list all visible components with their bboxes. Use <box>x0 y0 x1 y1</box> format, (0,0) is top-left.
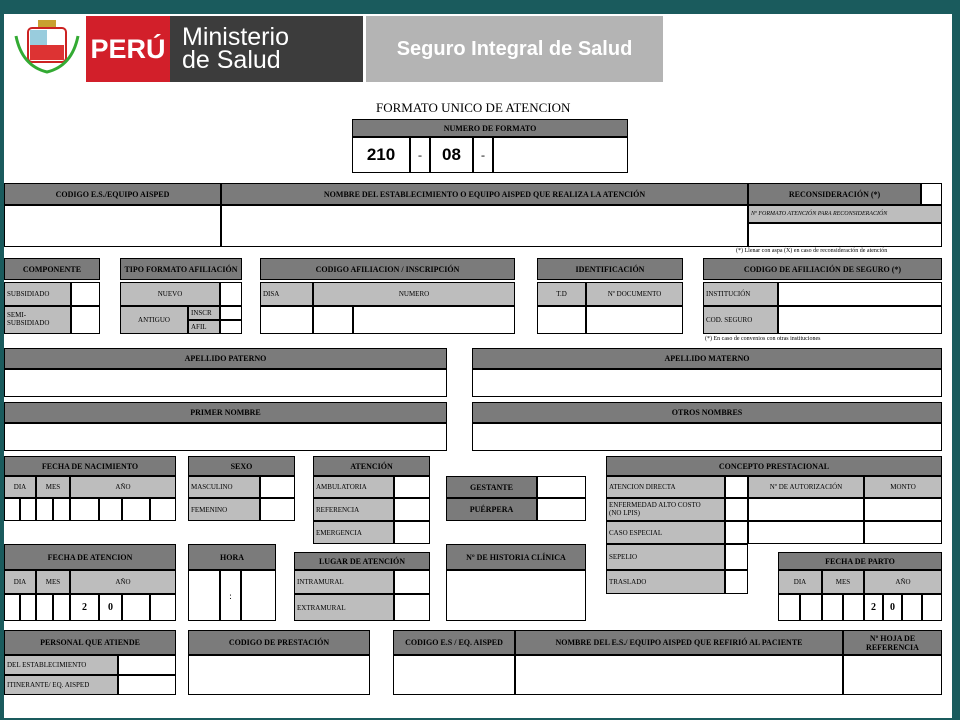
fp-year-digit-1[interactable]: 2 <box>864 594 883 621</box>
afil-checkbox[interactable] <box>220 320 242 334</box>
fa-digit[interactable] <box>53 594 70 621</box>
del-establecimiento-label: DEL ESTABLECIMIENTO <box>4 655 118 675</box>
fa-anio-label: AÑO <box>70 570 176 594</box>
fn-digit[interactable] <box>122 498 150 521</box>
codigo-seguro-header: CODIGO DE AFILIACIÓN DE SEGURO (*) <box>703 258 942 280</box>
fn-digit[interactable] <box>53 498 70 521</box>
sis-logo: Seguro Integral de Salud <box>366 16 663 82</box>
fp-digit[interactable] <box>902 594 922 621</box>
fa-digit[interactable] <box>122 594 150 621</box>
reconsideracion-header: RECONSIDERACIÓN (*) <box>748 183 921 205</box>
apellido-materno-header: APELLIDO MATERNO <box>472 348 942 369</box>
td-field[interactable] <box>537 306 586 334</box>
puerpera-checkbox[interactable] <box>537 498 586 521</box>
n-formato-reconsideracion-field[interactable] <box>748 223 942 247</box>
fa-mes-label: MES <box>36 570 70 594</box>
fn-anio-label: AÑO <box>70 476 176 498</box>
hoja-referencia-header: Nº HOJA DE REFERENCIA <box>843 630 942 655</box>
fn-digit[interactable] <box>150 498 176 521</box>
fp-digit[interactable] <box>922 594 942 621</box>
enfermedad-alto-costo-label <box>606 498 725 521</box>
reconsideracion-checkbox[interactable] <box>921 183 942 205</box>
fa-digit[interactable] <box>36 594 53 621</box>
afil-label: AFIL <box>188 320 220 334</box>
fn-digit[interactable] <box>36 498 53 521</box>
codigo-es-aisped-header: CODIGO E.S / EQ. AISPED <box>393 630 515 655</box>
emergencia-checkbox[interactable] <box>394 521 430 544</box>
fa-digit[interactable] <box>20 594 36 621</box>
inscr-checkbox[interactable] <box>220 306 242 320</box>
hora-separator: : <box>220 570 241 621</box>
coat-of-arms-logo <box>8 16 86 82</box>
hora-header: HORA <box>188 544 276 570</box>
td-label: T.D <box>537 282 586 306</box>
dash-1: - <box>410 137 430 173</box>
codigo-afiliacion-header: CODIGO AFILIACION / INSCRIPCIÓN <box>260 258 515 280</box>
fp-mes-label: MES <box>822 570 864 594</box>
disa-field[interactable] <box>260 306 313 334</box>
puerpera-label: PUÉRPERA <box>446 498 537 521</box>
caso-especial-label: CASO ESPECIAL <box>606 521 725 544</box>
historia-clinica-header: Nº DE HISTORIA CLÍNICA <box>446 544 586 570</box>
numero-field-1[interactable] <box>313 306 353 334</box>
institucion-field[interactable] <box>778 282 942 306</box>
traslado-label: TRASLADO <box>606 570 725 594</box>
otros-nombres-field[interactable] <box>472 423 942 451</box>
numero-formato-header: NUMERO DE FORMATO <box>352 119 628 137</box>
concepto-prestacional-header: CONCEPTO PRESTACIONAL <box>606 456 942 476</box>
atencion-directa-checkbox[interactable] <box>725 476 748 498</box>
n-autorizacion-field[interactable] <box>748 498 864 521</box>
ndocumento-field[interactable] <box>586 306 683 334</box>
fn-digit[interactable] <box>99 498 122 521</box>
fp-digit[interactable] <box>800 594 822 621</box>
inscr-label: INSCR <box>188 306 220 320</box>
fn-digit[interactable] <box>4 498 20 521</box>
traslado-checkbox[interactable] <box>725 570 748 594</box>
n-autorizacion-field-2[interactable] <box>748 521 864 544</box>
componente-header: COMPONENTE <box>4 258 100 280</box>
sepelio-checkbox[interactable] <box>725 544 748 570</box>
subsidiado-checkbox[interactable] <box>71 282 100 306</box>
ambulatoria-label: AMBULATORIA <box>313 476 394 498</box>
ndocumento-label: Nº DOCUMENTO <box>586 282 683 306</box>
dash-2: - <box>473 137 493 173</box>
monto-field-2[interactable] <box>864 521 942 544</box>
de-salud-text: de Salud <box>182 46 281 74</box>
monto-field[interactable] <box>864 498 942 521</box>
lugar-atencion-header: LUGAR DE ATENCIÓN <box>294 552 430 570</box>
codigo-prestacion-header: CODIGO DE PRESTACIÓN <box>188 630 370 655</box>
femenino-label: FEMENINO <box>188 498 260 521</box>
enfermedad-alto-costo-checkbox[interactable] <box>725 498 748 521</box>
codigo-es-aisped-field[interactable] <box>393 655 515 695</box>
numero-formato-part1[interactable]: 210 <box>352 137 410 173</box>
sepelio-label: SEPELIO <box>606 544 725 570</box>
codigo-es-field[interactable] <box>4 205 221 247</box>
semi-text: SEMI- <box>7 311 27 319</box>
nombre-es-header: NOMBRE DEL ESTABLECIMIENTO O EQUIPO AISPED QUE REALIZA LA ATENCIÓN <box>221 183 748 205</box>
form-title: FORMATO UNICO DE ATENCION <box>376 100 571 115</box>
convenios-note: (*) En caso de convenios con otras instituciones <box>705 336 821 342</box>
fp-digit[interactable] <box>843 594 864 621</box>
gestante-checkbox[interactable] <box>537 476 586 498</box>
ministerio-logo <box>170 16 363 82</box>
fn-mes-label: MES <box>36 476 70 498</box>
fn-digit[interactable] <box>20 498 36 521</box>
historia-clinica-field[interactable] <box>446 570 586 621</box>
referencia-checkbox[interactable] <box>394 498 430 521</box>
atencion-directa-label: ATENCION DIRECTA <box>606 476 725 498</box>
enfermedad-text-2: (NO LPIS) <box>609 509 640 517</box>
cod-seguro-field[interactable] <box>778 306 942 334</box>
enfermedad-text-1: ENFERMEDAD ALTO COSTO <box>609 501 701 509</box>
emergencia-label: EMERGENCIA <box>313 521 394 544</box>
tipo-formato-header: TIPO FORMATO AFILIACIÓN <box>120 258 242 280</box>
itinerante-checkbox[interactable] <box>118 675 176 695</box>
atencion-header: ATENCIÓN <box>313 456 430 476</box>
reconsideracion-note: (*) Llenar con aspa (X) en caso de reconsideración de atención <box>736 248 888 254</box>
femenino-checkbox[interactable] <box>260 498 295 521</box>
apellido-materno-field[interactable] <box>472 369 942 397</box>
identificacion-header: IDENTIFICACIÓN <box>537 258 683 280</box>
apellido-paterno-header: APELLIDO PATERNO <box>4 348 447 369</box>
extramural-label: EXTRAMURAL <box>294 594 394 621</box>
subsidiado-label: SUBSIDIADO <box>4 282 71 306</box>
otros-nombres-header: OTROS NOMBRES <box>472 402 942 423</box>
del-establecimiento-checkbox[interactable] <box>118 655 176 675</box>
fp-year-digit-2[interactable]: 0 <box>883 594 902 621</box>
apellido-paterno-field[interactable] <box>4 369 447 397</box>
referencia-label: REFERENCIA <box>313 498 394 521</box>
semisubsidiado-checkbox[interactable] <box>71 306 100 334</box>
extramural-checkbox[interactable] <box>394 594 430 621</box>
monto-label: MONTO <box>864 476 942 498</box>
codigo-es-header: CODIGO E.S./EQUIPO AISPED <box>4 183 221 205</box>
fa-dia-label: DIA <box>4 570 36 594</box>
n-autorizacion-label: Nº DE AUTORIZACIÓN <box>748 476 864 498</box>
numero-formato-part3[interactable] <box>493 137 628 173</box>
fn-dia-label: DIA <box>4 476 36 498</box>
fa-digit[interactable] <box>150 594 176 621</box>
intramural-label: INTRAMURAL <box>294 570 394 594</box>
numero-formato-part2[interactable]: 08 <box>430 137 473 173</box>
hora-field[interactable] <box>188 570 220 621</box>
nuevo-checkbox[interactable] <box>220 282 242 306</box>
subsidiado-text: SUBSIDIADO <box>7 319 50 327</box>
fecha-nacimiento-header: FECHA DE NACIMIENTO <box>4 456 176 476</box>
intramural-checkbox[interactable] <box>394 570 430 594</box>
fn-digit[interactable] <box>70 498 99 521</box>
fp-digit[interactable] <box>778 594 800 621</box>
nombre-refirio-field[interactable] <box>515 655 843 695</box>
codigo-prestacion-field[interactable] <box>188 655 370 695</box>
fa-year-digit-2[interactable]: 0 <box>99 594 122 621</box>
antiguo-label: ANTIGUO <box>120 306 188 334</box>
cod-seguro-label: COD. SEGURO <box>703 306 778 334</box>
sexo-header: SEXO <box>188 456 295 476</box>
disa-label: DISA <box>260 282 313 306</box>
gestante-label: GESTANTE <box>446 476 537 498</box>
caso-especial-checkbox[interactable] <box>725 521 748 544</box>
peru-logo-text: PERÚ <box>86 16 170 82</box>
minuto-field[interactable] <box>241 570 276 621</box>
fa-year-digit-1[interactable]: 2 <box>70 594 99 621</box>
masculino-checkbox[interactable] <box>260 476 295 498</box>
itinerante-label: ITINERANTE/ EQ. AISPED <box>4 675 118 695</box>
fa-digit[interactable] <box>4 594 20 621</box>
nombre-refirio-header: NOMBRE DEL E.S./ EQUIPO AISPED QUE REFIRIÓ AL PACIENTE <box>515 630 843 655</box>
fp-anio-label: AÑO <box>864 570 942 594</box>
nuevo-label: NUEVO <box>120 282 220 306</box>
masculino-label: MASCULINO <box>188 476 260 498</box>
primer-nombre-header: PRIMER NOMBRE <box>4 402 447 423</box>
primer-nombre-field[interactable] <box>4 423 447 451</box>
ministerio-text: Ministerio <box>182 23 289 51</box>
personal-atiende-header: PERSONAL QUE ATIENDE <box>4 630 176 655</box>
fp-digit[interactable] <box>822 594 843 621</box>
institucion-label: INSTITUCIÓN <box>703 282 778 306</box>
nombre-es-field[interactable] <box>221 205 748 247</box>
semisubsidiado-label <box>4 306 71 334</box>
fecha-parto-header: FECHA DE PARTO <box>778 552 942 570</box>
fecha-atencion-header: FECHA DE ATENCION <box>4 544 176 570</box>
fp-dia-label: DIA <box>778 570 822 594</box>
hoja-referencia-field[interactable] <box>843 655 942 695</box>
ambulatoria-checkbox[interactable] <box>394 476 430 498</box>
n-formato-reconsideracion-label: Nº FORMATO ATENCIÓN PARA RECONSIDERACIÓN <box>748 205 942 223</box>
numero-label: NUMERO <box>313 282 515 306</box>
numero-field-2[interactable] <box>353 306 515 334</box>
